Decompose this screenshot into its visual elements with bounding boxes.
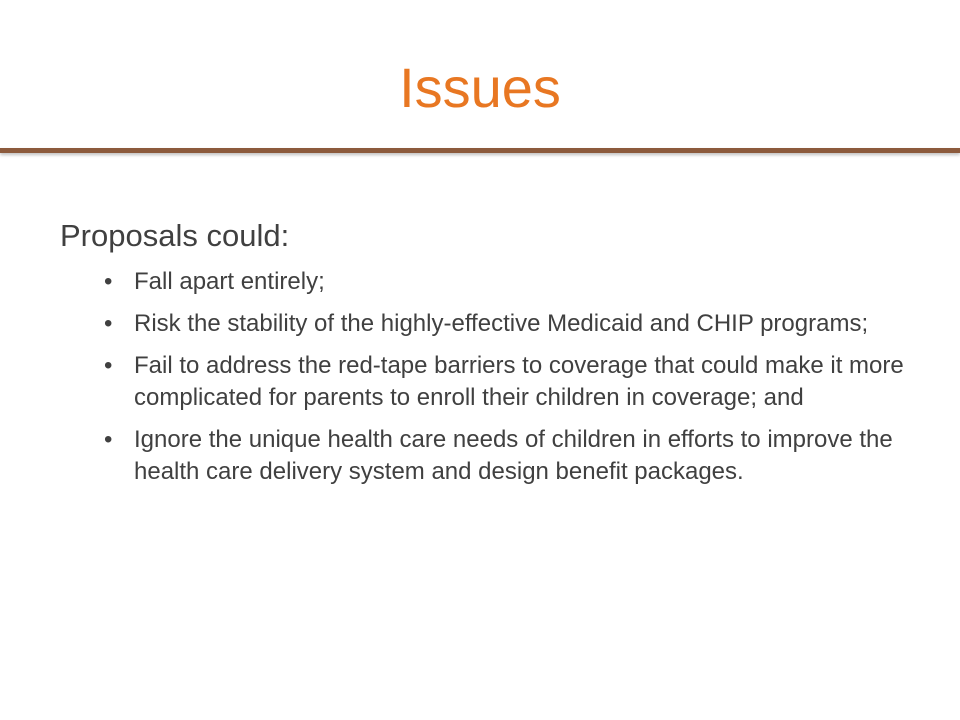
bullet-item [104,350,910,414]
bullet-dot-icon: • [104,310,113,337]
bullet-text: Ignore the unique health care needs of children in efforts to improve the health care delivery system and design benefit packages. [134,426,893,485]
intro-text: Proposals could: [60,218,290,253]
bullet-dot-icon: • [104,426,113,453]
bullet-text: Risk the stability of the highly-effective Medicaid and CHIP programs; [134,310,869,337]
bullet-text: Fall apart entirely; [134,268,325,295]
bullet-dot-icon: • [104,352,113,379]
slide-title: Issues [399,56,561,119]
bullet-text: Fail to address the red-tape barriers to coverage that could make it more complicated for parents to enroll their children in coverage; and [134,352,904,411]
title-divider [0,148,960,153]
bullet-item [104,266,910,298]
bullet-item [104,424,910,488]
bullet-item [104,308,910,340]
bullet-list [60,266,910,488]
slide-body [60,212,910,498]
bullet-dot-icon: • [104,268,113,295]
